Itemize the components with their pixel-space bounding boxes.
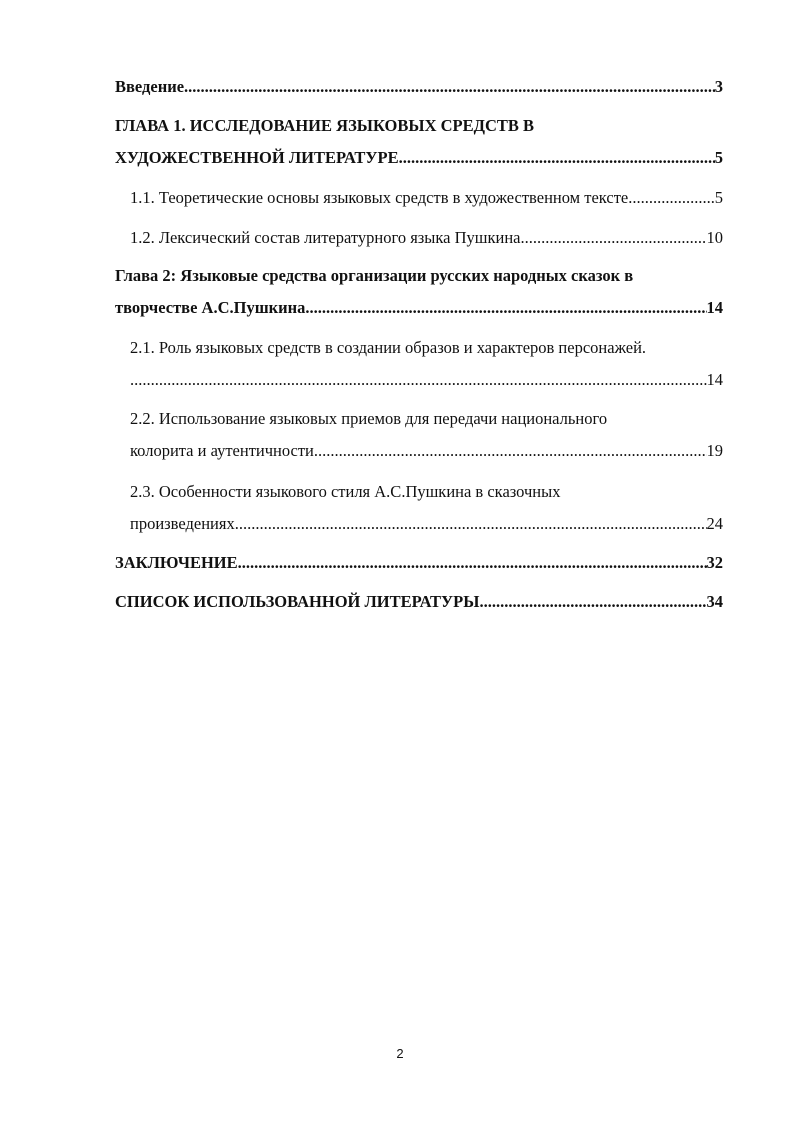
toc-entry-conclusion[interactable] (115, 547, 723, 579)
toc-page-number: 19 (706, 441, 723, 460)
toc-entry-title-line-1: Глава 2: Языковые средства организации русских народных сказок в (115, 266, 634, 285)
toc-entry-section-1-1[interactable] (130, 182, 723, 214)
toc-entry-title-line-2: колорита и аутентичности (130, 441, 314, 460)
toc-page-number: 24 (706, 514, 723, 533)
toc-entry-title-line-1: 2.2. Использование языковых приемов для передачи национального (130, 409, 608, 428)
dot-leader (632, 182, 714, 214)
toc-page-number: 10 (706, 228, 723, 247)
dot-leader (314, 435, 707, 467)
dot-leader (235, 508, 707, 540)
toc-entry-title-line-2: творчестве А.С.Пушкина (115, 298, 306, 317)
toc-entry-title: 1.2. Лексический состав литературного языка Пушкина (130, 228, 521, 247)
toc-entry-title: Введение (115, 77, 185, 96)
dot-leader (479, 586, 706, 618)
toc-entry-title-line-1: ГЛАВА 1. ИССЛЕДОВАНИЕ ЯЗЫКОВЫХ СРЕДСТВ В (115, 116, 535, 135)
toc-page-number: 5 (714, 148, 723, 167)
toc-entry-section-2-2[interactable] (130, 403, 723, 467)
dot-leader (184, 71, 715, 103)
dot-leader (305, 292, 706, 324)
toc-entry-section-2-1[interactable] (130, 332, 723, 396)
toc-entry-intro[interactable] (115, 71, 723, 103)
page-number: 2 (396, 1046, 404, 1061)
toc-page-number: 14 (706, 298, 723, 317)
toc-page-number: 34 (706, 592, 723, 611)
toc-entry-title-line-1: 2.3. Особенности языкового стиля А.С.Пушкина в сказочных (130, 482, 561, 501)
toc-entry-references[interactable] (115, 586, 723, 618)
toc-entry-title: ЗАКЛЮЧЕНИЕ (115, 553, 238, 572)
dot-leader (520, 222, 706, 254)
dot-leader (238, 547, 707, 579)
toc-page-number: 14 (706, 370, 723, 389)
toc-page-number: 3 (714, 77, 723, 96)
toc-entry-section-2-3[interactable] (130, 476, 723, 540)
toc-entry-title: СПИСОК ИСПОЛЬЗОВАННОЙ ЛИТЕРАТУРЫ (115, 592, 480, 611)
toc-entry-title-line-2: ХУДОЖЕСТВЕННОЙ ЛИТЕРАТУРЕ (115, 148, 399, 167)
dot-leader (130, 364, 707, 396)
toc-entry-chapter-1[interactable] (115, 110, 723, 174)
toc-entry-title: 1.1. Теоретические основы языковых средств в художественном тексте. (130, 188, 633, 207)
dot-leader (399, 142, 715, 174)
toc-page-number: 5 (714, 188, 723, 207)
toc-entry-chapter-2[interactable] (115, 260, 723, 324)
toc-entry-title-line-1: 2.1. Роль языковых средств в создании образов и характеров персонажей. (130, 338, 647, 357)
toc-entry-section-1-2[interactable] (130, 222, 723, 254)
toc-page-number: 32 (706, 553, 723, 572)
toc-entry-title-line-2: произведениях (130, 514, 235, 533)
